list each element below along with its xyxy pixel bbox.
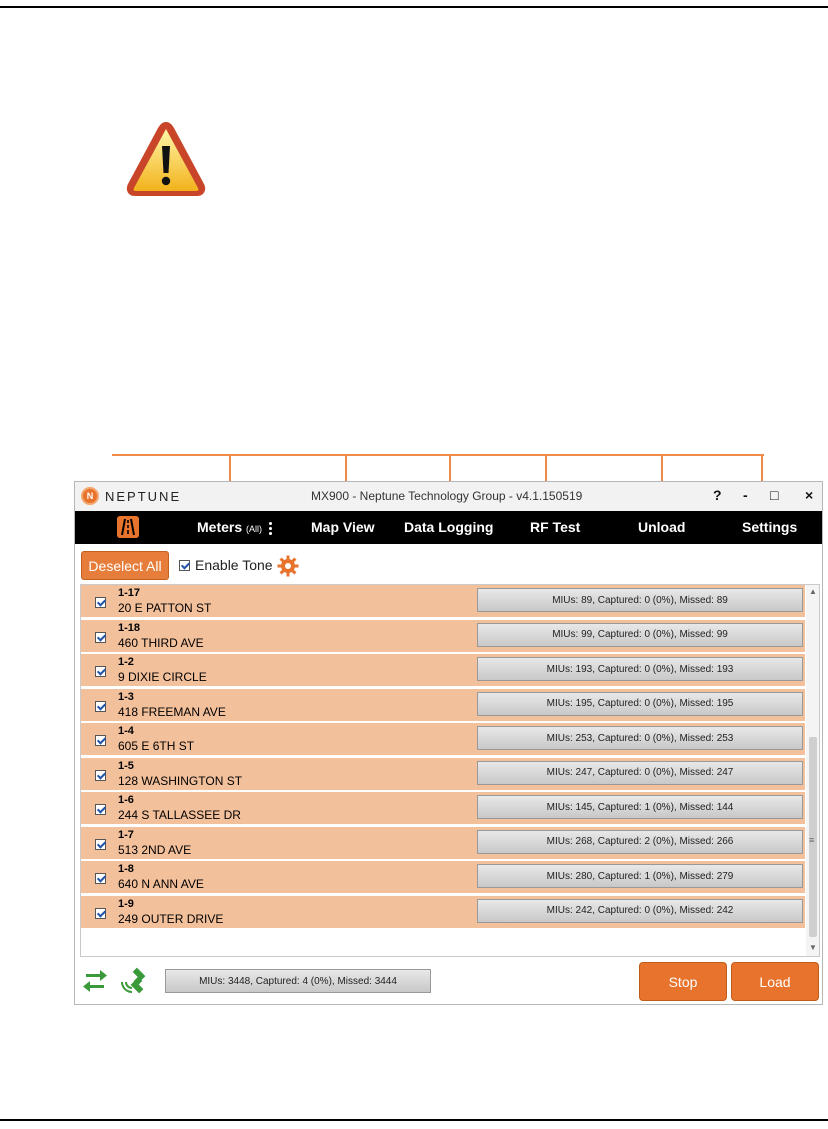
tab-meters[interactable] bbox=[197, 519, 272, 537]
route-row[interactable] bbox=[81, 896, 805, 929]
route-row[interactable] bbox=[81, 861, 805, 894]
route-list bbox=[80, 584, 820, 957]
tab-settings[interactable]: Settings bbox=[742, 519, 798, 535]
top-rule bbox=[0, 6, 828, 8]
deselect-all-button[interactable]: Deselect All bbox=[81, 551, 169, 580]
route-id: 1-5 bbox=[118, 759, 134, 772]
route-checkbox[interactable] bbox=[95, 839, 106, 850]
brand-name: NEPTUNE bbox=[105, 488, 182, 504]
route-row[interactable] bbox=[81, 654, 805, 687]
route-status-bar: MIUs: 145, Captured: 1 (0%), Missed: 144 bbox=[477, 795, 803, 819]
route-checkbox[interactable] bbox=[95, 735, 106, 746]
route-address: 9 DIXIE CIRCLE bbox=[118, 670, 207, 684]
close-button[interactable]: × bbox=[805, 487, 814, 503]
route-id: 1-3 bbox=[118, 690, 134, 703]
route-checkbox[interactable] bbox=[95, 804, 106, 815]
route-id: 1-4 bbox=[118, 725, 134, 737]
route-id: 1-2 bbox=[118, 656, 134, 668]
route-row[interactable] bbox=[81, 585, 805, 618]
window-title: MX900 - Neptune Technology Group - v4.1.150519 bbox=[311, 489, 583, 503]
load-button[interactable]: Load bbox=[731, 962, 819, 1001]
route-status-bar: MIUs: 242, Captured: 0 (0%), Missed: 242 bbox=[477, 899, 803, 923]
route-row[interactable] bbox=[81, 723, 805, 756]
gear-icon[interactable] bbox=[277, 555, 299, 577]
route-row[interactable] bbox=[81, 689, 805, 722]
route-address: 244 S TALLASSEE DR bbox=[118, 808, 241, 822]
route-checkbox[interactable] bbox=[95, 597, 106, 608]
bottom-rule bbox=[0, 1119, 828, 1121]
title-bar bbox=[75, 482, 822, 511]
tab-data-logging[interactable]: Data Logging bbox=[404, 519, 494, 535]
route-id: 1-7 bbox=[118, 828, 134, 841]
tab-unload[interactable]: Unload bbox=[638, 519, 686, 535]
help-button[interactable]: ? bbox=[713, 487, 722, 503]
tab-meters-label: Meters bbox=[197, 519, 243, 535]
scrollbar[interactable] bbox=[806, 585, 820, 956]
neptune-logo-icon: N bbox=[81, 487, 99, 505]
kebab-menu-icon[interactable] bbox=[269, 520, 272, 537]
route-checkbox[interactable] bbox=[95, 770, 106, 781]
route-checkbox[interactable] bbox=[95, 873, 106, 884]
route-id: 1-17 bbox=[118, 587, 141, 599]
maximize-button[interactable]: □ bbox=[770, 487, 779, 503]
sync-icon[interactable] bbox=[83, 970, 107, 992]
route-id: 1-8 bbox=[118, 863, 134, 875]
route-status-bar: MIUs: 195, Captured: 0 (0%), Missed: 195 bbox=[477, 692, 803, 716]
footer-bar bbox=[75, 957, 822, 1004]
route-address: 20 E PATTON ST bbox=[118, 601, 212, 615]
tab-map-view[interactable]: Map View bbox=[311, 519, 375, 535]
route-checkbox[interactable] bbox=[95, 632, 106, 643]
app-window bbox=[74, 481, 823, 1005]
route-status-bar: MIUs: 89, Captured: 0 (0%), Missed: 89 bbox=[477, 588, 803, 612]
route-id: 1-6 bbox=[118, 794, 134, 806]
gps-satellite-icon bbox=[119, 967, 149, 995]
route-address: 640 N ANN AVE bbox=[118, 877, 204, 891]
route-address: 460 THIRD AVE bbox=[118, 635, 204, 650]
route-address: 418 FREEMAN AVE bbox=[118, 704, 226, 719]
route-id: 1-18 bbox=[118, 621, 141, 634]
enable-tone-checkbox[interactable] bbox=[179, 560, 190, 571]
warning-icon bbox=[124, 118, 208, 200]
meters-filter: (All) bbox=[246, 524, 263, 534]
scroll-grip-icon: ≡ bbox=[809, 835, 815, 845]
route-row[interactable] bbox=[81, 827, 805, 860]
stop-button[interactable]: Stop bbox=[639, 962, 727, 1001]
total-status-bar: MIUs: 3448, Captured: 4 (0%), Missed: 3444 bbox=[165, 969, 431, 993]
route-address: 249 OUTER DRIVE bbox=[118, 911, 224, 926]
route-checkbox[interactable] bbox=[95, 701, 106, 712]
route-status-bar: MIUs: 247, Captured: 0 (0%), Missed: 247 bbox=[477, 761, 803, 785]
tab-rf-test[interactable]: RF Test bbox=[530, 519, 581, 535]
scroll-up-icon[interactable]: ▲ bbox=[809, 587, 817, 596]
route-status-bar: MIUs: 280, Captured: 1 (0%), Missed: 279 bbox=[477, 864, 803, 888]
enable-tone-label: Enable Tone bbox=[195, 557, 273, 573]
route-row[interactable] bbox=[81, 758, 805, 791]
route-status-bar: MIUs: 253, Captured: 0 (0%), Missed: 253 bbox=[477, 726, 803, 750]
main-nav bbox=[75, 511, 822, 544]
route-id: 1-9 bbox=[118, 897, 134, 910]
route-row[interactable] bbox=[81, 620, 805, 653]
route-status-bar: MIUs: 193, Captured: 0 (0%), Missed: 193 bbox=[477, 657, 803, 681]
route-address: 128 WASHINGTON ST bbox=[118, 773, 243, 788]
route-row[interactable] bbox=[81, 792, 805, 825]
route-address: 513 2ND AVE bbox=[118, 842, 192, 857]
route-checkbox[interactable] bbox=[95, 666, 106, 677]
route-status-bar: MIUs: 99, Captured: 0 (0%), Missed: 99 bbox=[477, 623, 803, 647]
neptune-logo bbox=[81, 487, 181, 505]
scroll-down-icon[interactable]: ▼ bbox=[809, 943, 817, 952]
minimize-button[interactable]: - bbox=[743, 487, 748, 503]
route-status-bar: MIUs: 268, Captured: 2 (0%), Missed: 266 bbox=[477, 830, 803, 854]
route-checkbox[interactable] bbox=[95, 908, 106, 919]
toolbar bbox=[75, 544, 822, 584]
road-icon[interactable] bbox=[117, 516, 139, 538]
route-address: 605 E 6TH ST bbox=[118, 739, 195, 753]
